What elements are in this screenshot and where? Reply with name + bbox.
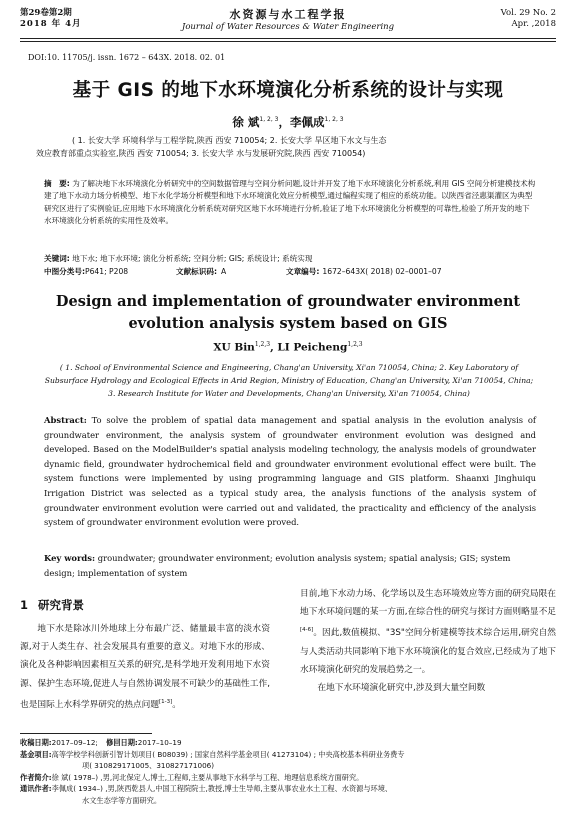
received-date: 2017–09–12; bbox=[51, 738, 98, 747]
clc-number bbox=[44, 266, 128, 277]
clc-value: P641; P208 bbox=[85, 267, 129, 276]
keywords-text-en: groundwater; groundwater environment; evolution analysis system; spatial analysis; GIS; system design; implementation of system bbox=[44, 553, 511, 578]
author-affil-marker: 1, 2, 3 bbox=[324, 116, 344, 124]
footnotes bbox=[20, 737, 556, 807]
title-en-line: evolution analysis system based on GIS bbox=[128, 315, 448, 332]
affiliations-cn bbox=[36, 134, 536, 160]
journal-name-en: Journal of Water Resources & Water Engineering bbox=[181, 22, 395, 32]
header-center bbox=[130, 8, 446, 33]
body-paragraph bbox=[300, 585, 556, 679]
paper-title-cn: 基于 GIS 的地下水环境演化分析系统的设计与实现 bbox=[72, 80, 504, 101]
doc-value: A bbox=[221, 267, 227, 276]
keywords-en bbox=[44, 551, 536, 580]
date-en: Apr. ,2018 bbox=[511, 19, 556, 29]
keywords-cn bbox=[44, 253, 536, 264]
affiliations-en bbox=[32, 361, 546, 400]
citation: [1-3] bbox=[159, 698, 173, 705]
author-bio-label: 作者简介: bbox=[20, 772, 52, 782]
date-cn: 2018 年 4月 bbox=[20, 19, 82, 29]
footnote-fund bbox=[20, 749, 556, 761]
keywords-label-cn: 关键词: bbox=[44, 254, 70, 263]
author-separator: ， bbox=[278, 115, 290, 129]
clc-label: 中图分类号: bbox=[44, 267, 86, 276]
revised-label: 修回日期: bbox=[106, 738, 138, 747]
footnote-corresponding-cont: 水文生态学等方面研究。 bbox=[82, 795, 162, 805]
body-column-right bbox=[300, 585, 556, 697]
footnote-author bbox=[20, 772, 556, 784]
section-heading bbox=[20, 597, 94, 613]
document-code bbox=[176, 266, 226, 277]
header-rule-thick bbox=[20, 38, 556, 39]
volume-cn: 第29卷第2期 bbox=[20, 8, 72, 18]
affiliation-line-en: 3. Research Institute for Water and Developments, Chang'an University, Xi'an 710054, China) bbox=[108, 389, 470, 398]
doi: DOI:10. 11705/j. issn. 1672 – 643X. 2018. 02. 01 bbox=[28, 53, 226, 62]
body-paragraph bbox=[20, 620, 270, 714]
journal-name-cn: 水资源与水工程学报 bbox=[229, 8, 347, 21]
author-list-cn bbox=[20, 114, 556, 130]
author-affil-marker: 1,2,3 bbox=[254, 341, 271, 348]
body-column-left bbox=[20, 620, 270, 714]
section-title: 研究背景 bbox=[38, 598, 85, 612]
affiliation-line: 效应教育部重点实验室,陕西 西安 710054; 3. 长安大学 水与发展研究院,陕西 西安 710054) bbox=[36, 149, 366, 158]
corresponding-label: 通讯作者: bbox=[20, 784, 52, 794]
article-value: 1672–643X( 2018) 02–0001–07 bbox=[322, 267, 442, 276]
abstract-text-cn: 为了解决地下水环境演化分析研究中的空间数据管理与空间分析问题,设计并开发了地下水环境演化分析系统,利用 GIS 空间分析建模技术构建了地下水动力场分析模型、地下水化学场分析模型和地下水环境演化效应分析模型,通过编程实现了相应的系统功能。以陕西省泾惠渠灌区为典型研究区进行了实例验证,应用地下水环境演化分析系统对研究区地下水环境进行分析,验证了地下水环境演化分析模型的可靠性,检验了所开发的地下水环境演化分析系统的实用性及效率。 bbox=[44, 179, 536, 226]
received-label: 收稿日期: bbox=[20, 738, 52, 747]
paragraph-text: 地下水是除冰川外地球上分布最广泛、储量最丰富的淡水资源,对于人类生存、社会发展具有重要的意义。对地下水的形成、演化及各种影响因素相互关系的研究,是科学地开发利用地下水资源、保护生态环境,促进人与自然协调发展不可缺少的基础性工作,也是国际上水科学界研究的热点问题 bbox=[20, 624, 270, 710]
header-left bbox=[20, 8, 82, 30]
paragraph-text: 。因此,数值模拟、"3S"空间分析建模等技术综合运用,研究自然与人类活动共同影响下地下水环境演化的复合效应,已经成为了地下水环境演化研究的发展趋势之一。 bbox=[300, 628, 556, 675]
abstract-text-en: To solve the problem of spatial data management and spatial analysis in the evolution analysis of groundwater environment, the analysis system of groundwater environment evolution was designed and developed. Based on the ModelBuilder's spatial analysis modeling technology, the analysis models of groundwater dynamic field, groundwater hydrochemical field and groundwater environment evolutional effect were built. The system functions were implemented by using programming language and GIS platform. Shaanxi Jinghuiqu Irrigation District was selected as a typical study area, the analysis functions of the analysis system of groundwater environment evolution were carried out and validated, the practicality and efficiency of the analysis system of groundwater environment evolution were proved. bbox=[44, 415, 536, 528]
running-header bbox=[20, 8, 556, 48]
corresponding-text: 李佩成( 1934–) ,男,陕西乾县人,中国工程院院士,教授,博士生导师,主要从事农业水土工程、水资源与环境、 bbox=[51, 784, 393, 794]
keywords-text-cn: 地下水; 地下水环境; 演化分析系统; 空间分析; GIS; 系统设计; 系统实现 bbox=[72, 254, 313, 263]
body-paragraph: 在地下水环境演化研究中,涉及到大量空间数 bbox=[317, 682, 486, 693]
author-bio-text: 徐 斌( 1978–) ,男,河北保定人,博士,工程师,主要从事地下水科学与工程、地理信息系统方面研究。 bbox=[51, 772, 364, 782]
author-affil-marker: 1,2,3 bbox=[347, 341, 363, 348]
section-number: 1 bbox=[20, 598, 29, 612]
footnote-fund-cont: 项( 310829171005、310827171006) bbox=[82, 761, 215, 771]
footnote-rule bbox=[20, 733, 152, 734]
author-name-en: LI Peicheng bbox=[277, 341, 348, 354]
affiliation-line-en: ( 1. School of Environmental Science and Engineering, Chang'an University, Xi'an 710054, China; 2. Key Laboratory of bbox=[59, 363, 519, 372]
fund-label: 基金项目: bbox=[20, 749, 52, 759]
paper-title-en bbox=[20, 291, 556, 335]
volume-en: Vol. 29 No. 2 bbox=[500, 8, 556, 18]
citation: [4-6] bbox=[300, 627, 314, 634]
affiliation-line: ( 1. 长安大学 环境科学与工程学院,陕西 西安 710054; 2. 长安大学 旱区地下水文与生态 bbox=[72, 136, 387, 145]
article-label: 文章编号: bbox=[286, 267, 320, 276]
footnote-corresponding bbox=[20, 783, 556, 795]
abstract-label-en: Abstract: bbox=[44, 415, 87, 425]
author-list-en bbox=[20, 341, 556, 354]
author-name: 徐 斌 bbox=[232, 115, 260, 129]
affiliation-line-en: Subsurface Hydrology and Ecological Effects in Arid Region, Ministry of Education, Chang'an University, Xi'an 710054, China; bbox=[44, 376, 534, 385]
author-name: 李佩成 bbox=[290, 115, 325, 129]
footnote-dates bbox=[20, 737, 556, 749]
article-number bbox=[286, 266, 442, 277]
author-affil-marker: 1, 2, 3 bbox=[259, 116, 279, 124]
author-name-en: XU Bin bbox=[213, 341, 255, 354]
abstract-en bbox=[44, 413, 536, 530]
revised-date: 2017–10–19 bbox=[137, 738, 182, 747]
paragraph-end: 。 bbox=[172, 699, 181, 710]
header-rule-thin bbox=[20, 41, 556, 42]
paragraph-text: 目前,地下水动力场、化学场以及生态环境效应等方面的研究局限在地下水环境问题的某一方面,在综合性的研究与探讨方面则略显不足 bbox=[300, 589, 556, 618]
author-separator: , bbox=[270, 341, 278, 354]
doc-label: 文献标识码: bbox=[176, 267, 218, 276]
title-en-line: Design and implementation of groundwater environment bbox=[55, 293, 521, 310]
header-right bbox=[501, 8, 556, 30]
abstract-cn bbox=[44, 178, 536, 228]
keywords-label-en: Key words: bbox=[44, 553, 96, 563]
abstract-label-cn: 摘 要: bbox=[44, 179, 70, 188]
fund-text: 高等学校学科创新引智计划项目( B08039) ; 国家自然科学基金项目( 41273104) ; 中央高校基本科研业务费专 bbox=[51, 749, 405, 759]
